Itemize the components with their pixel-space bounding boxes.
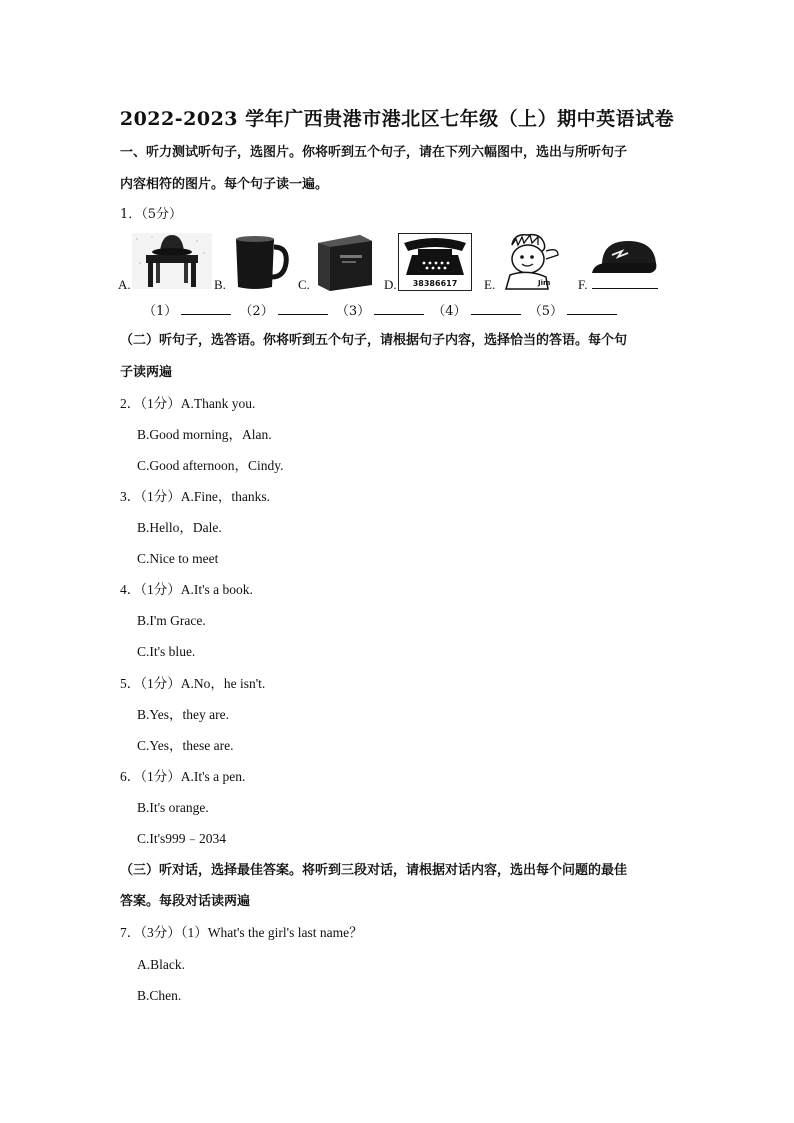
section2-instruction-line1: （二）听句子，选答语。你将听到五个句子，请根据句子内容，选择恰当的答语。每个句 <box>120 333 628 348</box>
section1-instruction-line1: 一、听力测试听句子，选图片。你将听到五个句子，请在下列六幅图中，选出与所听句子 <box>120 145 628 160</box>
page-title: 2022-2023 学年广西贵港市港北区七年级（上）期中英语试卷 <box>119 108 675 130</box>
section2-instruction-line2: 子读两遍 <box>120 365 173 380</box>
section3-instruction-line1: （三）听对话，选择最佳答案。将听到三段对话，请根据对话内容，选出每个问题的最佳 <box>120 863 628 878</box>
question-5: 5．（1分）A.No，he isn't. <box>120 676 266 691</box>
question-3-option-b: B.Hello，Dale. <box>137 520 222 535</box>
option-e-label: E. <box>484 277 496 292</box>
question-6-option-c: C.It's999﹣2034 <box>137 831 227 846</box>
answer-blank-5[interactable] <box>567 302 617 315</box>
blank-3-label: （3） <box>335 304 371 319</box>
question-4-option-b: B.I'm Grace. <box>137 613 206 628</box>
option-a-label: A. <box>118 277 131 292</box>
answer-blank-4[interactable] <box>471 302 521 315</box>
question-1-header: 1．（5分） <box>120 207 183 222</box>
question-2-option-b: B.Good morning，Alan. <box>137 427 272 442</box>
option-d-label: D. <box>384 277 397 292</box>
blank-2-label: （2） <box>239 304 274 319</box>
boy-name-text: Jim <box>538 279 551 287</box>
mug-image <box>228 233 290 291</box>
section1-instruction-line2: 内容相符的图片。每个句子读一遍。 <box>120 177 329 192</box>
blank-1-label: （1） <box>143 304 178 319</box>
cap-image <box>588 233 660 285</box>
question-6-option-b: B.It's orange. <box>137 800 209 815</box>
question-3: 3．（1分）A.Fine，thanks. <box>120 489 270 504</box>
question-4-option-c: C.It's blue. <box>137 644 196 659</box>
question-4: 4．（1分）A.It's a book. <box>120 582 253 597</box>
question-7-option-a: A.Black. <box>137 957 185 972</box>
question-2-option-c: C.Good afternoon，Cindy. <box>137 458 284 473</box>
section3-instruction-line2: 答案。每段对话读两遍 <box>120 894 251 909</box>
answer-blank-2[interactable] <box>278 302 328 315</box>
option-f-label: F. <box>578 277 588 292</box>
answer-blank-1[interactable] <box>181 302 231 315</box>
boy-jim-image <box>496 233 564 291</box>
question-5-option-b: B.Yes，they are. <box>137 707 229 722</box>
telephone-image <box>398 233 472 291</box>
answer-blanks-row <box>143 300 621 319</box>
picture-options-row <box>118 233 678 295</box>
blank-4-label: （4） <box>432 304 467 319</box>
question-7-option-b: B.Chen. <box>137 988 182 1003</box>
question-5-option-c: C.Yes，these are. <box>137 738 234 753</box>
book-image <box>314 233 376 291</box>
question-3-option-c: C.Nice to meet <box>137 551 219 566</box>
option-c-label: C. <box>298 277 310 292</box>
hat-on-chair-image <box>132 233 212 289</box>
phone-number-text: 38386617 <box>412 279 458 288</box>
option-b-label: B. <box>214 277 226 292</box>
question-2: 2．（1分）A.Thank you. <box>120 396 256 411</box>
answer-blank-3[interactable] <box>374 302 424 315</box>
question-6: 6．（1分）A.It's a pen. <box>120 769 246 784</box>
question-7: 7．（3分）（1）What's the girl's last name？ <box>120 925 363 940</box>
blank-5-label: （5） <box>528 304 563 319</box>
